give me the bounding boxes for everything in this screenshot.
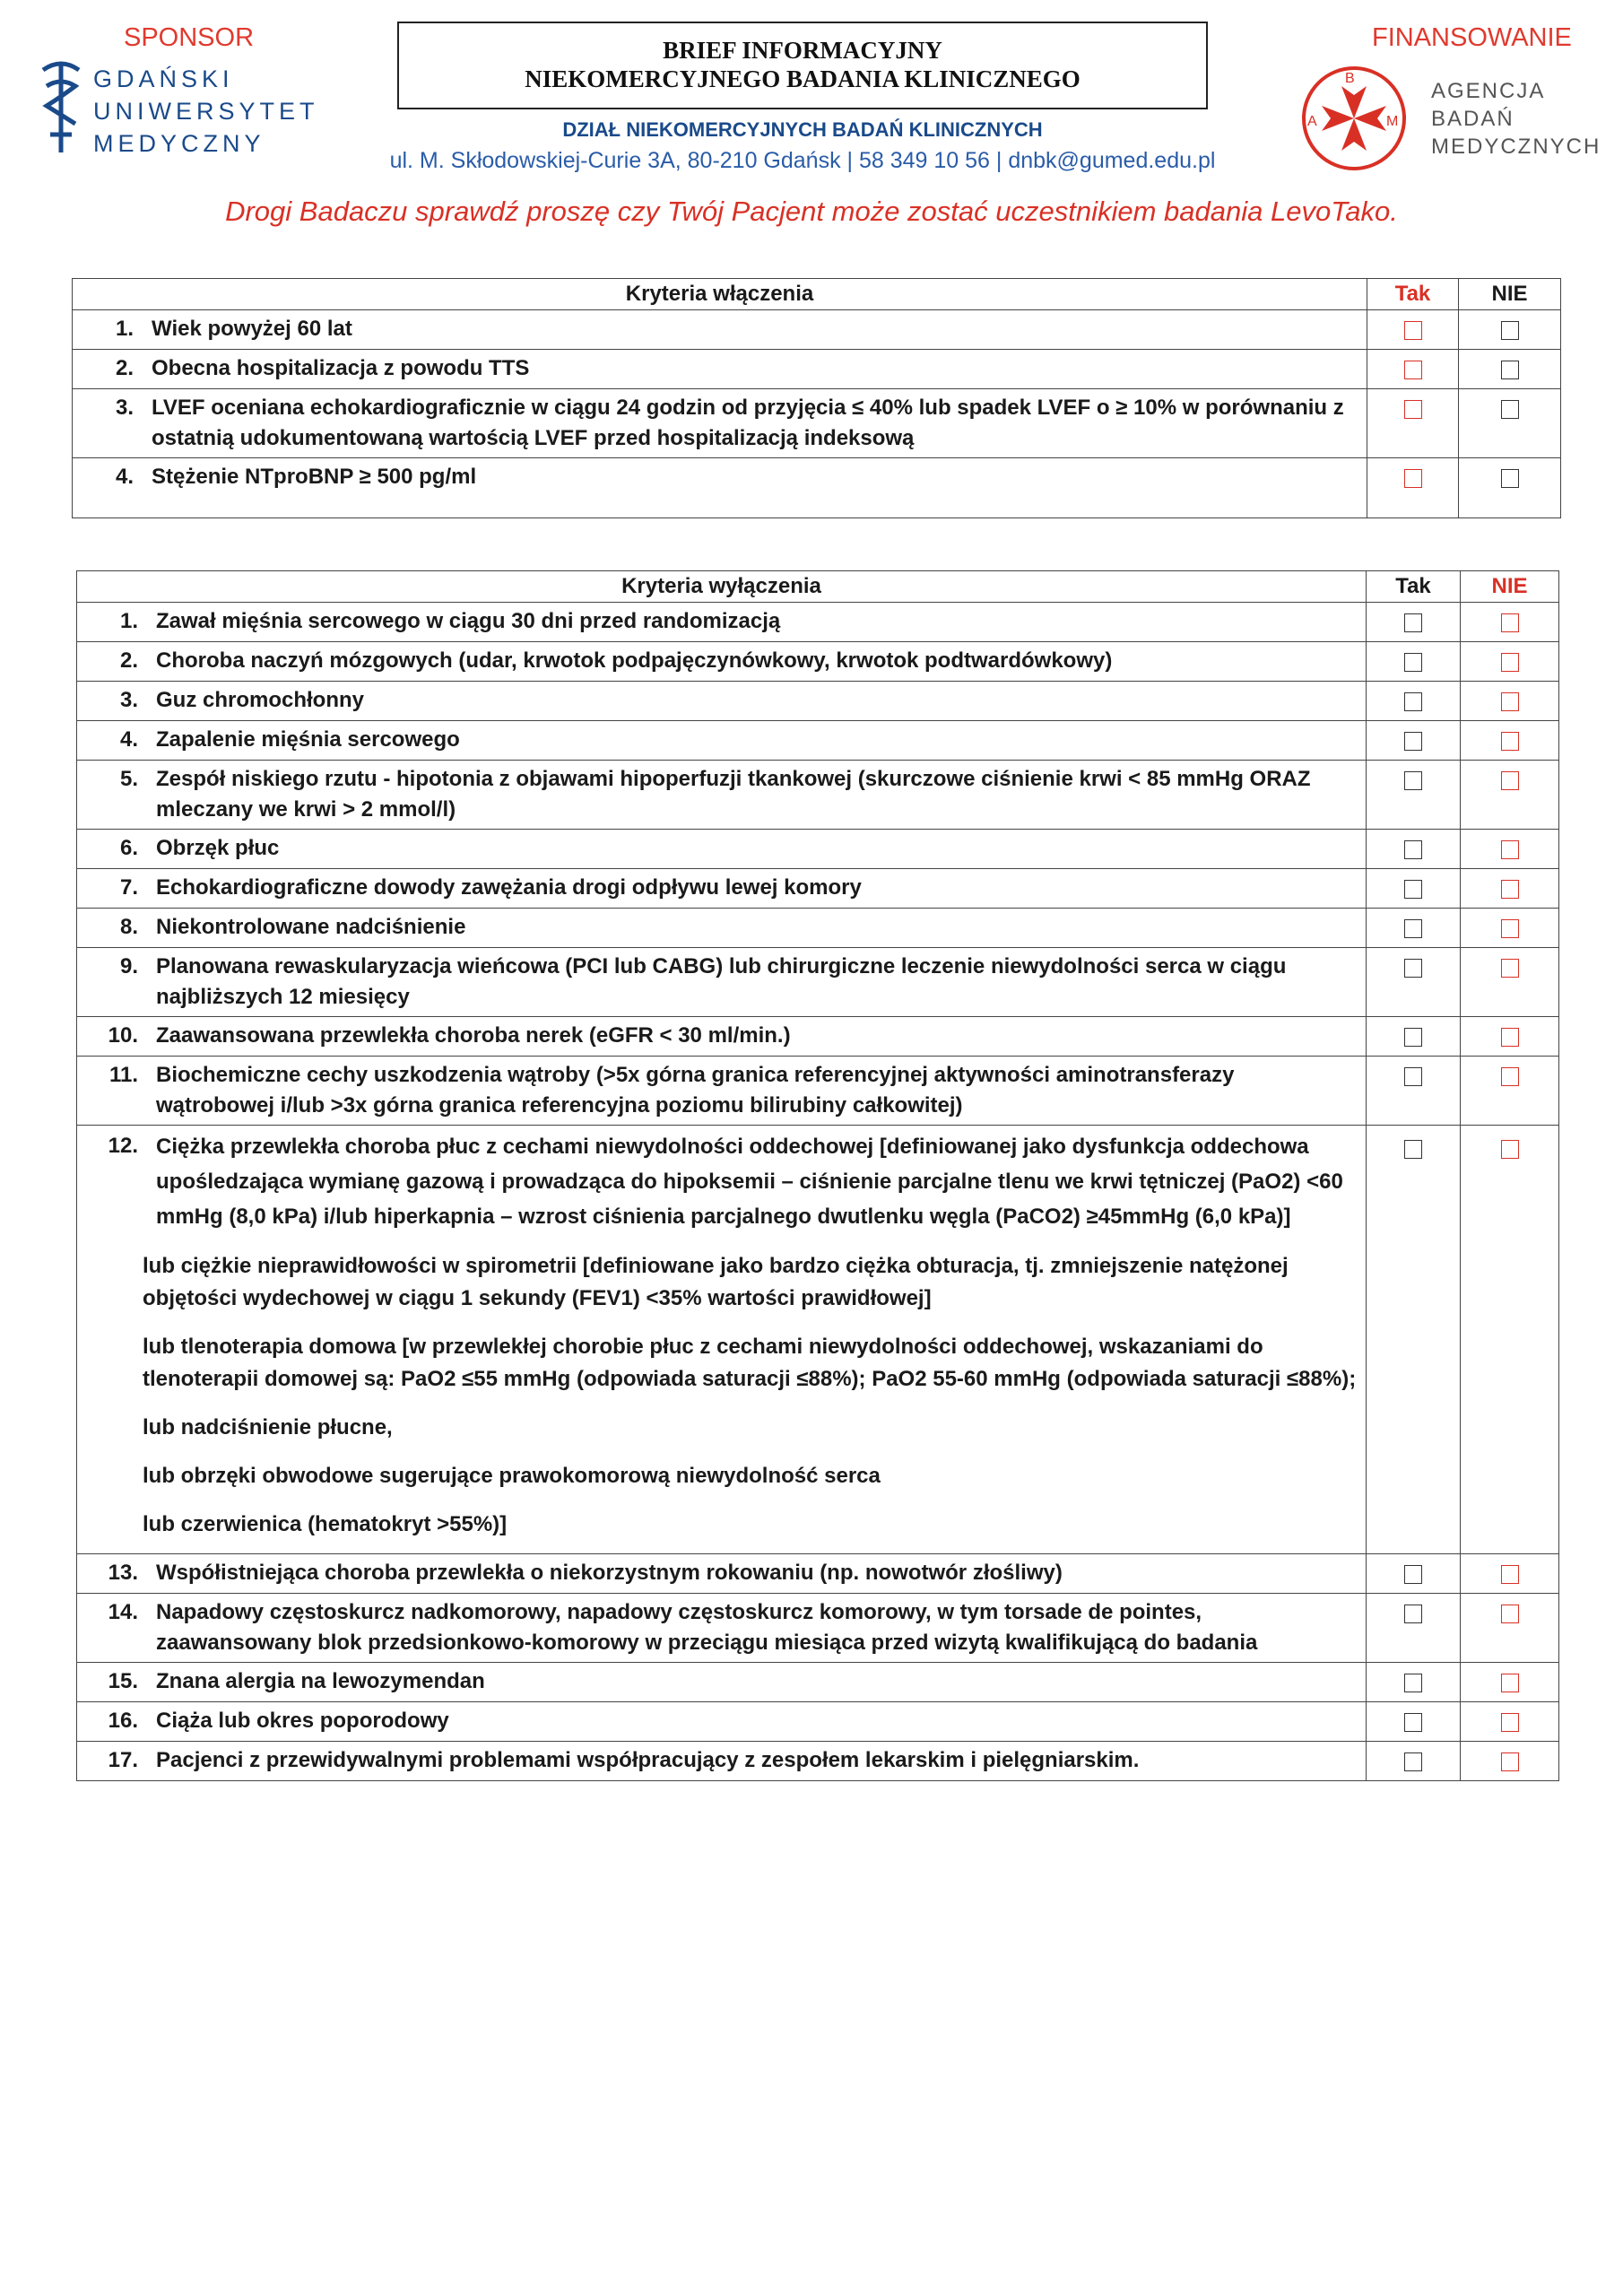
yes-cell xyxy=(1367,1126,1461,1554)
checkbox-no[interactable] xyxy=(1501,400,1519,419)
checkbox-yes[interactable] xyxy=(1404,959,1422,978)
inclusion-table xyxy=(72,278,1561,518)
criterion-cell xyxy=(77,721,1367,761)
criterion-text: Echokardiograficzne dowody zawężania drogi odpływu lewej komory xyxy=(156,875,862,900)
criterion-number: 15. xyxy=(108,1669,138,1693)
checkbox-yes[interactable] xyxy=(1404,361,1422,379)
criterion-number: 12. xyxy=(108,1134,138,1158)
table-row xyxy=(77,1126,1559,1554)
criterion-text: Planowana rewaskularyzacja wieńcowa (PCI lub CABG) lub chirurgiczne leczenie niewydolności serca w ciągu najbliższych 12 miesięcy xyxy=(156,954,1287,1009)
criterion-cell xyxy=(77,1126,1367,1554)
yes-cell xyxy=(1367,310,1459,350)
checkbox-yes[interactable] xyxy=(1404,613,1422,632)
table-row xyxy=(77,682,1559,721)
checkbox-no[interactable] xyxy=(1501,1067,1519,1086)
yes-cell xyxy=(1367,909,1461,948)
intro-text: Drogi Badaczu sprawdź proszę czy Twój Pacjent może zostać uczestnikiem badania LevoTako. xyxy=(225,196,1398,227)
criterion-number: 5. xyxy=(119,767,138,791)
finance-logo-line: AGENCJA xyxy=(1431,79,1546,103)
table-row xyxy=(77,948,1559,1017)
criterion-text: Ciężka przewlekła choroba płuc z cechami niewydolności oddechowej [definiowanej jako dysfunkcja oddechowa upośledzająca wymianę gazową i prowadząca do hipoksemii – ciśnienie parcjalne tlenu we krwi tętniczej (PaO2) <60 mmHg (8,0 kPa) i/lub hiperkapnia – wzrost ciśnienia parcjalnego dwutlenku węgla (PaCO2) ≥45mmHg (6,0 kPa)] xyxy=(156,1135,1343,1229)
no-cell xyxy=(1461,682,1559,721)
yes-cell xyxy=(1367,1554,1461,1594)
no-cell xyxy=(1461,1554,1559,1594)
table-row xyxy=(77,761,1559,830)
criterion-number: 6. xyxy=(119,836,138,860)
sponsor-logo-line: GDAŃSKI xyxy=(93,65,234,92)
criterion-number: 8. xyxy=(119,915,138,939)
criterion-text: Stężenie NTproBNP ≥ 500 pg/ml xyxy=(152,465,477,489)
document-title xyxy=(397,22,1208,109)
criterion-text: Pacjenci z przewidywalnymi problemami współpracujący z zespołem lekarskim i pielęgniarskim. xyxy=(156,1748,1140,1772)
sponsor-logo-line: UNIWERSYTET xyxy=(93,98,319,125)
abm-logo-icon xyxy=(1298,63,1415,176)
checkbox-no[interactable] xyxy=(1501,1674,1519,1692)
criterion-cell xyxy=(77,830,1367,869)
checkbox-no[interactable] xyxy=(1501,919,1519,938)
criterion-cell xyxy=(73,389,1367,458)
department: DZIAŁ NIEKOMERCYJNYCH BADAŃ KLINICZNYCH xyxy=(562,118,1043,141)
finance-logo-line: BADAŃ xyxy=(1431,107,1515,131)
checkbox-no[interactable] xyxy=(1501,1752,1519,1771)
abm-letter: B xyxy=(1345,71,1355,86)
no-cell xyxy=(1461,1126,1559,1554)
criterion-cell xyxy=(77,1554,1367,1594)
table-row xyxy=(77,1554,1559,1594)
no-cell xyxy=(1461,1702,1559,1742)
checkbox-no[interactable] xyxy=(1501,321,1519,340)
checkbox-no[interactable] xyxy=(1501,1713,1519,1732)
criterion-text: Wiek powyżej 60 lat xyxy=(152,317,352,341)
criterion-cell xyxy=(77,1663,1367,1702)
criterion-cell xyxy=(73,350,1367,389)
yes-cell xyxy=(1367,1057,1461,1126)
yes-cell xyxy=(1367,389,1459,458)
criterion-text: Ciąża lub okres poporodowy xyxy=(156,1709,449,1733)
no-cell xyxy=(1459,458,1561,518)
finance-logo-line: MEDYCZNYCH xyxy=(1431,135,1601,159)
sponsor-label: SPONSOR xyxy=(124,23,255,52)
criterion-paragraph: lub czerwienica (hematokryt >55%)] xyxy=(143,1512,508,1536)
criterion-number: 1. xyxy=(115,317,134,341)
criterion-number: 9. xyxy=(119,954,138,978)
checkbox-yes[interactable] xyxy=(1404,732,1422,751)
checkbox-no[interactable] xyxy=(1501,732,1519,751)
checkbox-yes[interactable] xyxy=(1404,1140,1422,1159)
checkbox-yes[interactable] xyxy=(1404,400,1422,419)
table-row xyxy=(77,909,1559,948)
col-no: NIE xyxy=(1459,279,1561,310)
table-row xyxy=(77,721,1559,761)
criterion-text: Napadowy częstoskurcz nadkomorowy, napadowy częstoskurcz komorowy, w tym torsade de pointes, zaawansowany blok przedsionkowo-komorowy w przeciągu miesiąca przed wizytą kwalifikującą do badania xyxy=(156,1600,1258,1655)
table-row xyxy=(77,869,1559,909)
checkbox-yes[interactable] xyxy=(1404,1605,1422,1623)
criterion-paragraph: lub nadciśnienie płucne, xyxy=(143,1415,393,1439)
no-cell xyxy=(1461,948,1559,1017)
yes-cell xyxy=(1367,869,1461,909)
checkbox-no[interactable] xyxy=(1501,880,1519,899)
criterion-number: 2. xyxy=(119,648,138,673)
criterion-cell xyxy=(77,1057,1367,1126)
table-row xyxy=(73,350,1561,389)
sponsor-logo-text xyxy=(93,63,319,160)
criterion-number: 4. xyxy=(119,727,138,752)
exclusion-header: Kryteria wyłączenia xyxy=(77,571,1367,603)
no-cell xyxy=(1461,830,1559,869)
checkbox-no[interactable] xyxy=(1501,469,1519,488)
criterion-cell xyxy=(77,1742,1367,1781)
table-row xyxy=(77,603,1559,642)
table-row xyxy=(77,1057,1559,1126)
table-row xyxy=(77,1594,1559,1663)
checkbox-yes[interactable] xyxy=(1404,840,1422,859)
title-line2: NIEKOMERCYJNEGO BADANIA KLINICZNEGO xyxy=(525,65,1081,92)
table-row xyxy=(77,642,1559,682)
abm-letter: M xyxy=(1386,114,1399,129)
table-row xyxy=(77,1742,1559,1781)
checkbox-yes[interactable] xyxy=(1404,653,1422,672)
yes-cell xyxy=(1367,1742,1461,1781)
criterion-number: 10. xyxy=(108,1023,138,1048)
no-cell xyxy=(1461,1017,1559,1057)
criterion-paragraph: lub tlenoterapia domowa [w przewlekłej chorobie płuc z cechami niewydolności oddechowej, wskazaniami do tlenoterapii domowej są: PaO2 ≤55 mmHg (odpowiada saturacji ≤88%); PaO2 55-60 mmHg (odpowiada saturacji ≤88%); xyxy=(143,1335,1357,1391)
criterion-number: 3. xyxy=(115,396,134,420)
checkbox-yes[interactable] xyxy=(1404,919,1422,938)
yes-cell xyxy=(1367,721,1461,761)
criterion-cell xyxy=(77,603,1367,642)
no-cell xyxy=(1459,310,1561,350)
gumed-logo-icon xyxy=(34,59,88,158)
criterion-number: 1. xyxy=(119,609,138,633)
yes-cell xyxy=(1367,1017,1461,1057)
criterion-paragraph: lub ciężkie nieprawidłowości w spirometrii [definiowane jako bardzo ciężka obturacja, tj. zmniejszenie natężonej objętości wydechowej w ciągu 1 sekundy (FEV1) <35% wartości prawidłowej] xyxy=(143,1254,1289,1310)
no-cell xyxy=(1461,761,1559,830)
yes-cell xyxy=(1367,761,1461,830)
no-cell xyxy=(1461,721,1559,761)
table-row xyxy=(77,1017,1559,1057)
sponsor-logo-line: MEDYCZNY xyxy=(93,130,265,157)
checkbox-no[interactable] xyxy=(1501,361,1519,379)
criterion-text: Współistniejąca choroba przewlekła o niekorzystnym rokowaniu (np. nowotwór złośliwy) xyxy=(156,1561,1063,1585)
exclusion-table xyxy=(76,570,1559,1781)
checkbox-no[interactable] xyxy=(1501,692,1519,711)
yes-cell xyxy=(1367,1594,1461,1663)
no-cell xyxy=(1461,1057,1559,1126)
table-row xyxy=(77,830,1559,869)
no-cell xyxy=(1459,389,1561,458)
criterion-text: Niekontrolowane nadciśnienie xyxy=(156,915,466,939)
criterion-number: 14. xyxy=(108,1600,138,1624)
criterion-cell xyxy=(77,761,1367,830)
criterion-text: Choroba naczyń mózgowych (udar, krwotok podpajęczynówkowy, krwotok podtwardówkowy) xyxy=(156,648,1113,673)
criterion-cell xyxy=(77,909,1367,948)
col-no: NIE xyxy=(1461,571,1559,603)
criterion-text: Znana alergia na lewozymendan xyxy=(156,1669,485,1693)
checkbox-no[interactable] xyxy=(1501,1140,1519,1159)
criterion-number: 11. xyxy=(108,1063,138,1087)
yes-cell xyxy=(1367,830,1461,869)
yes-cell xyxy=(1367,948,1461,1017)
checkbox-yes[interactable] xyxy=(1404,692,1422,711)
checkbox-no[interactable] xyxy=(1501,840,1519,859)
table-row xyxy=(73,310,1561,350)
finance-logo-text xyxy=(1431,77,1601,161)
checkbox-no[interactable] xyxy=(1501,1605,1519,1623)
criterion-number: 2. xyxy=(115,356,134,380)
criterion-cell xyxy=(73,310,1367,350)
criterion-cell xyxy=(73,458,1367,518)
criterion-text: Obrzęk płuc xyxy=(156,836,280,860)
criterion-cell xyxy=(77,642,1367,682)
col-yes: Tak xyxy=(1367,571,1461,603)
checkbox-yes[interactable] xyxy=(1404,1067,1422,1086)
no-cell xyxy=(1461,1742,1559,1781)
checkbox-no[interactable] xyxy=(1501,959,1519,978)
criterion-cell xyxy=(77,948,1367,1017)
checkbox-no[interactable] xyxy=(1501,613,1519,632)
no-cell xyxy=(1461,869,1559,909)
no-cell xyxy=(1461,642,1559,682)
checkbox-no[interactable] xyxy=(1501,653,1519,672)
no-cell xyxy=(1459,350,1561,389)
criterion-number: 16. xyxy=(108,1709,138,1733)
criterion-number: 3. xyxy=(119,688,138,712)
criterion-text: Biochemiczne cechy uszkodzenia wątroby (>5x górna granica referencyjnej aktywności aminotransferazy wątrobowej i/lub >3x górna granica referencyjna poziomu bilirubiny całkowitej) xyxy=(156,1063,1235,1118)
yes-cell xyxy=(1367,642,1461,682)
no-cell xyxy=(1461,909,1559,948)
address: ul. M. Skłodowskiej-Curie 3A, 80-210 Gdańsk | 58 349 10 56 | dnbk@gumed.edu.pl xyxy=(389,148,1216,173)
criterion-cell xyxy=(77,1702,1367,1742)
criterion-text: Guz chromochłonny xyxy=(156,688,365,712)
criterion-number: 7. xyxy=(119,875,138,900)
criterion-text: LVEF oceniana echokardiograficznie w ciągu 24 godzin od przyjęcia ≤ 40% lub spadek LVEF o ≥ 10% w porównaniu z ostatnią udokumentowaną wartością LVEF przed hospitalizacją indeksową xyxy=(152,396,1344,450)
no-cell xyxy=(1461,603,1559,642)
checkbox-yes[interactable] xyxy=(1404,321,1422,340)
no-cell xyxy=(1461,1594,1559,1663)
checkbox-yes[interactable] xyxy=(1404,1028,1422,1047)
criterion-cell xyxy=(77,1017,1367,1057)
table-row xyxy=(73,389,1561,458)
table-row xyxy=(77,1663,1559,1702)
yes-cell xyxy=(1367,458,1459,518)
criterion-number: 4. xyxy=(115,465,134,489)
criterion-paragraph: lub obrzęki obwodowe sugerujące prawokomorową niewydolność serca xyxy=(143,1464,881,1488)
col-yes: Tak xyxy=(1367,279,1459,310)
criterion-cell xyxy=(77,869,1367,909)
checkbox-no[interactable] xyxy=(1501,1028,1519,1047)
table-row xyxy=(77,1702,1559,1742)
yes-cell xyxy=(1367,603,1461,642)
checkbox-yes[interactable] xyxy=(1404,1674,1422,1692)
checkbox-no[interactable] xyxy=(1501,1565,1519,1584)
yes-cell xyxy=(1367,1663,1461,1702)
criterion-cell xyxy=(77,682,1367,721)
criterion-number: 17. xyxy=(108,1748,138,1772)
criterion-text: Zapalenie mięśnia sercowego xyxy=(156,727,460,752)
criterion-number: 13. xyxy=(108,1561,138,1585)
checkbox-yes[interactable] xyxy=(1404,1713,1422,1732)
checkbox-no[interactable] xyxy=(1501,771,1519,790)
finance-label: FINANSOWANIE xyxy=(1372,23,1572,52)
table-row xyxy=(73,458,1561,518)
criterion-text: Zaawansowana przewlekła choroba nerek (eGFR < 30 ml/min.) xyxy=(156,1023,791,1048)
checkbox-yes[interactable] xyxy=(1404,1752,1422,1771)
checkbox-yes[interactable] xyxy=(1404,469,1422,488)
checkbox-yes[interactable] xyxy=(1404,771,1422,790)
criterion-text: Obecna hospitalizacja z powodu TTS xyxy=(152,356,530,380)
checkbox-yes[interactable] xyxy=(1404,1565,1422,1584)
yes-cell xyxy=(1367,350,1459,389)
no-cell xyxy=(1461,1663,1559,1702)
title-line1: BRIEF INFORMACYJNY xyxy=(663,37,942,64)
inclusion-header: Kryteria włączenia xyxy=(73,279,1367,310)
yes-cell xyxy=(1367,1702,1461,1742)
criterion-text: Zespół niskiego rzutu - hipotonia z objawami hipoperfuzji tkankowej (skurczowe ciśnienie krwi < 85 mmHg ORAZ mleczany we krwi > 2 mmol/l) xyxy=(156,767,1311,822)
checkbox-yes[interactable] xyxy=(1404,880,1422,899)
criterion-text: Zawał mięśnia sercowego w ciągu 30 dni przed randomizacją xyxy=(156,609,781,633)
criterion-cell xyxy=(77,1594,1367,1663)
abm-letter: A xyxy=(1307,114,1317,129)
yes-cell xyxy=(1367,682,1461,721)
